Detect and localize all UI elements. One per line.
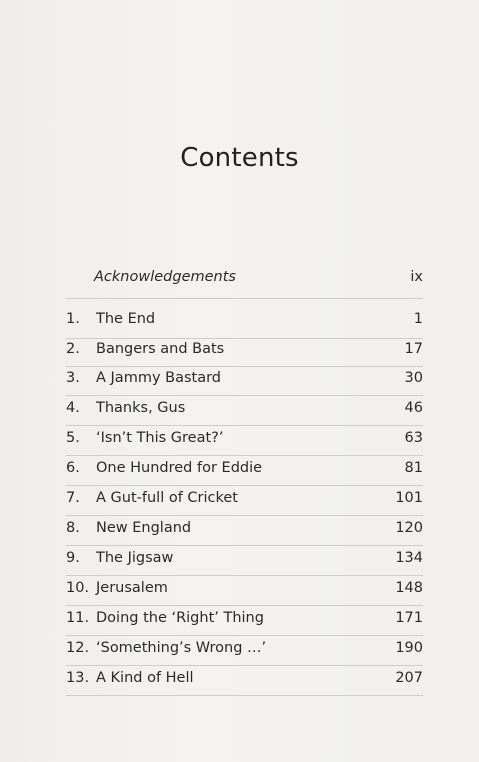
toc-entry-page: 46: [404, 400, 423, 416]
divider: [66, 395, 423, 396]
toc-entry: [66, 490, 423, 512]
toc-entry-title: Bangers and Bats: [96, 341, 225, 357]
toc-entry-number: 7.: [66, 490, 80, 506]
toc-entry-number: 5.: [66, 430, 80, 446]
divider: [66, 485, 423, 486]
toc-entry: [66, 670, 423, 692]
toc-entry-number: 6.: [66, 460, 80, 476]
toc-entry: [66, 400, 423, 422]
divider: [66, 605, 423, 606]
toc-entry-number: 12.: [66, 640, 90, 656]
toc-entry-title: One Hundred for Eddie: [96, 460, 263, 476]
divider: [66, 455, 423, 456]
toc-entry-number: 1.: [66, 311, 80, 327]
divider: [66, 298, 423, 299]
toc-entry-acknowledgements: [66, 269, 423, 291]
toc-entry-title: ‘Something’s Wrong …’: [96, 640, 267, 656]
toc-entry-number: 2.: [66, 341, 80, 357]
divider: [66, 425, 423, 426]
toc-entry-page: 190: [395, 640, 423, 656]
toc-entry-page: ix: [410, 269, 423, 285]
toc-entry: [66, 430, 423, 452]
toc-entry-page: 30: [404, 370, 423, 386]
divider: [66, 338, 423, 339]
divider: [66, 635, 423, 636]
toc-entry: [66, 610, 423, 632]
divider: [66, 515, 423, 516]
toc-entry-page: 63: [404, 430, 423, 446]
toc-entry-page: 1: [413, 311, 423, 327]
toc-entry-title: Doing the ‘Right’ Thing: [96, 610, 264, 626]
toc-entry-number: 10.: [66, 580, 90, 596]
toc-entry-number: 8.: [66, 520, 80, 536]
toc-entry-title: Jerusalem: [96, 580, 168, 596]
toc-entry-title: ‘Isn’t This Great?’: [96, 430, 224, 446]
toc-entry: [66, 460, 423, 482]
toc-entry-page: 171: [395, 610, 423, 626]
toc-entry-page: 134: [395, 550, 423, 566]
toc-entry-page: 120: [395, 520, 423, 536]
divider: [66, 575, 423, 576]
toc-entry-title: Acknowledgements: [94, 269, 236, 285]
toc-entry-title: The Jigsaw: [96, 550, 174, 566]
toc-entry-number: 3.: [66, 370, 80, 386]
toc-entry-title: Thanks, Gus: [96, 400, 186, 416]
toc-entry-page: 148: [395, 580, 423, 596]
toc-entry: [66, 640, 423, 662]
toc-entry-title: A Jammy Bastard: [96, 370, 221, 386]
toc-entry: [66, 520, 423, 542]
toc-entry-number: 13.: [66, 670, 90, 686]
divider: [66, 695, 423, 696]
page-title: Contents: [180, 143, 299, 173]
toc-entry: [66, 370, 423, 392]
divider: [66, 366, 423, 367]
toc-entry-title: New England: [96, 520, 192, 536]
toc-entry-title: A Gut-full of Cricket: [96, 490, 238, 506]
toc-entry-title: The End: [96, 311, 156, 327]
toc-entry: [66, 341, 423, 363]
toc-entry-number: 9.: [66, 550, 80, 566]
divider: [66, 665, 423, 666]
toc-entry-number: 11.: [66, 610, 90, 626]
toc-entry: [66, 550, 423, 572]
toc-entry-page: 101: [395, 490, 423, 506]
toc-entry-title: A Kind of Hell: [96, 670, 194, 686]
toc-entry: [66, 311, 423, 333]
toc-entry: [66, 580, 423, 602]
toc-entry-page: 17: [404, 341, 423, 357]
divider: [66, 545, 423, 546]
toc-entry-number: 4.: [66, 400, 80, 416]
toc-entry-page: 207: [395, 670, 423, 686]
toc-entry-page: 81: [404, 460, 423, 476]
